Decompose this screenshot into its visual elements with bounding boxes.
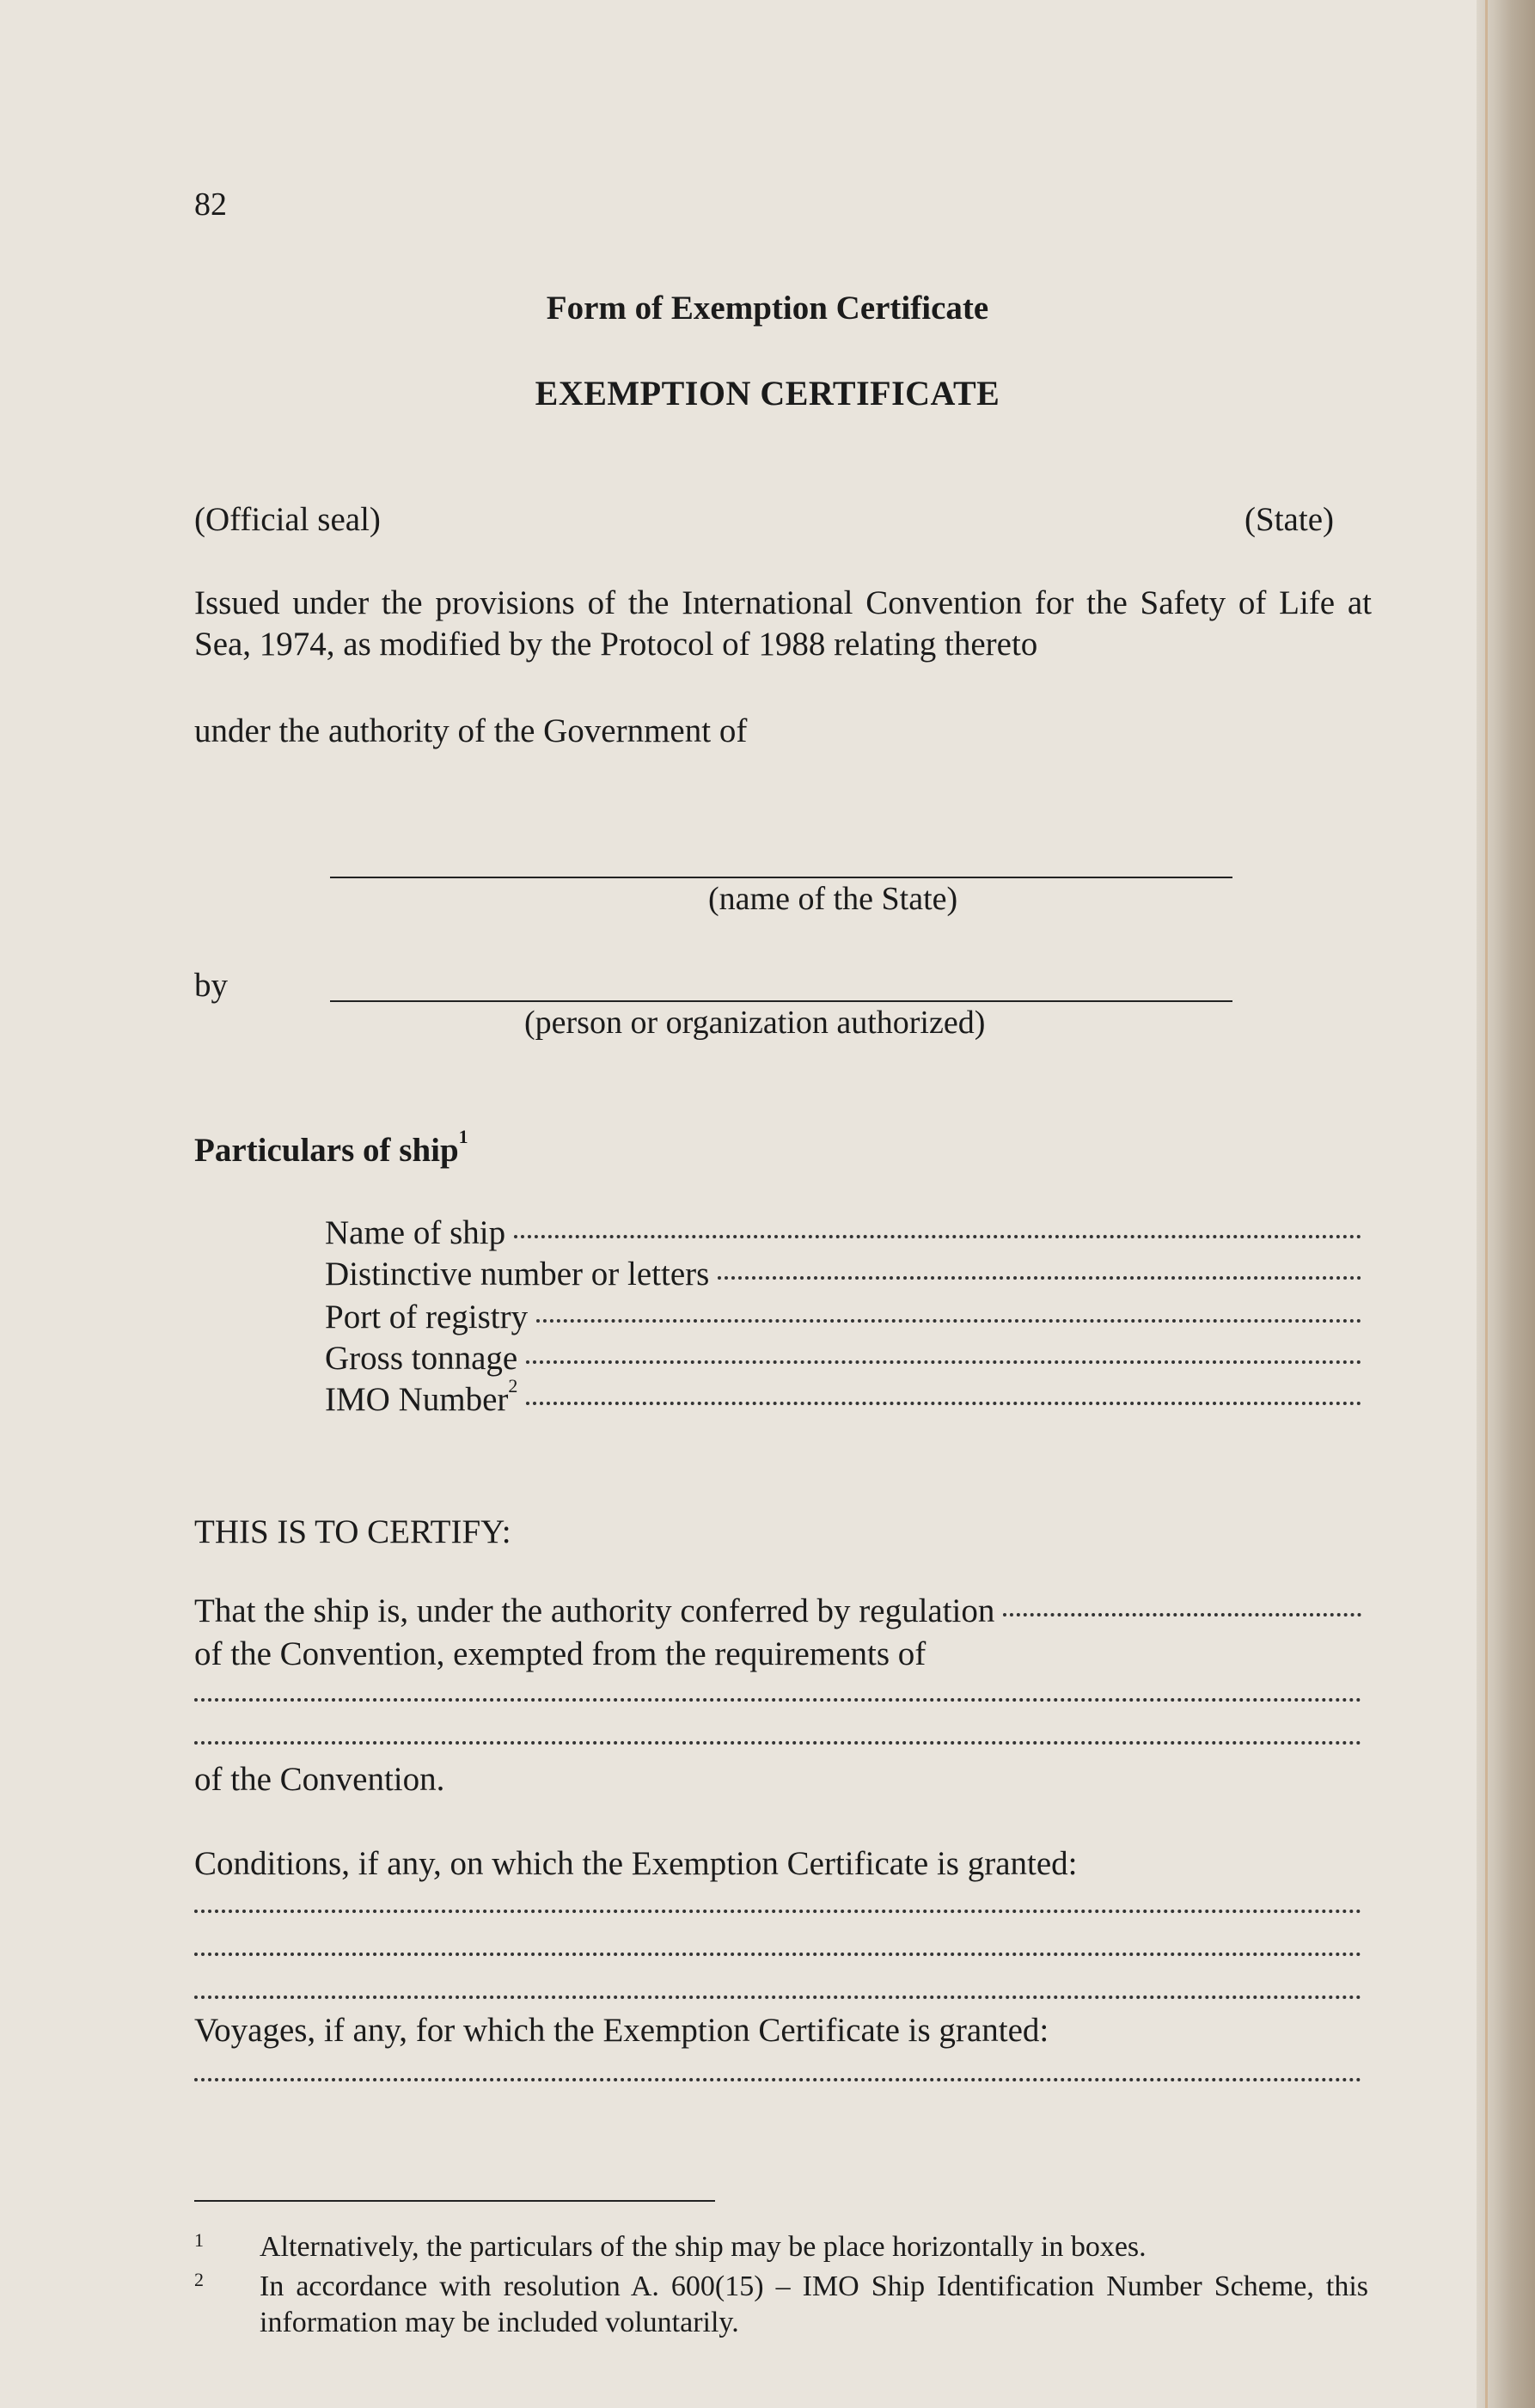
field-label: Distinctive number or letters: [325, 1256, 710, 1293]
field-label: Port of registry: [325, 1299, 529, 1335]
state-label: (State): [1245, 501, 1334, 538]
field-port-of-registry: [325, 1298, 1361, 1336]
dotted-line: [194, 1698, 1361, 1702]
dotted-line: [194, 2078, 1361, 2081]
footnote-text: Alternatively, the particulars of the ship may be place horizontally in boxes.: [260, 2231, 1147, 2263]
voyages-label: Voyages, if any, for which the Exemption Certificate is granted:: [194, 2012, 1049, 2049]
form-title: Form of Exemption Certificate: [546, 290, 989, 327]
footnote-number: 2: [194, 2269, 204, 2290]
field-imo-number: [325, 1375, 1361, 1419]
dotted-fill: [718, 1276, 1361, 1280]
dotted-line: [194, 1741, 1361, 1745]
footnote-rule: [194, 2200, 715, 2202]
page-number: 82: [194, 186, 227, 223]
footnote-ref: 2: [508, 1375, 518, 1397]
dotted-fill: [1003, 1613, 1361, 1617]
field-label: Name of ship: [325, 1214, 506, 1251]
by-label: by: [194, 967, 228, 1004]
authority-text: under the authority of the Government of: [194, 712, 748, 749]
certify-line2: of the Convention, exempted from the requirements of: [194, 1635, 927, 1672]
footnote-text: In accordance with resolution A. 600(15) – IMO Ship Identification Number Scheme, this information may be included voluntarily.: [260, 2270, 1368, 2338]
footnote-1: [194, 2229, 1368, 2265]
state-name-line: [330, 877, 1232, 878]
authorized-line: [330, 1000, 1232, 1002]
footnote-ref: 1: [458, 1126, 468, 1147]
field-label: [325, 1375, 526, 1419]
dotted-line: [194, 1995, 1361, 1999]
field-label-text: IMO Number: [325, 1381, 509, 1418]
field-gross-tonnage: [325, 1339, 1361, 1378]
field-label: Gross tonnage: [325, 1340, 518, 1377]
certify-heading: THIS IS TO CERTIFY:: [194, 1513, 511, 1550]
footnote-number: 1: [194, 2229, 204, 2251]
particulars-heading-text: Particulars of ship: [194, 1132, 459, 1169]
page-edge-line: [1485, 0, 1488, 2408]
name-of-state-caption: (name of the State): [708, 881, 958, 917]
conditions-label: Conditions, if any, on which the Exemption Certificate is granted:: [194, 1845, 1078, 1882]
dotted-fill: [526, 1402, 1361, 1405]
certify-line1: That the ship is, under the authority conferred by regulation: [194, 1592, 995, 1629]
dotted-fill: [514, 1235, 1361, 1238]
dotted-line: [194, 1910, 1361, 1913]
of-convention-text: of the Convention.: [194, 1761, 445, 1798]
dotted-line: [194, 1953, 1361, 1956]
footnote-2: [194, 2269, 1368, 2341]
field-distinctive-number: [325, 1255, 1361, 1293]
official-seal-label: (Official seal): [194, 501, 381, 538]
field-name-of-ship: [325, 1213, 1361, 1252]
dotted-fill: [526, 1360, 1361, 1364]
particulars-heading: [194, 1126, 468, 1170]
issued-under-text: Issued under the provisions of the International Convention for the Safety of Life at Sea, 1974, as modified by the Protocol of 1988 relating thereto: [194, 584, 1372, 663]
authorized-caption: (person or organization authorized): [524, 1005, 986, 1041]
dotted-fill: [536, 1319, 1361, 1323]
certificate-title: EXEMPTION CERTIFICATE: [535, 374, 1000, 413]
certify-regulation-line: [194, 1592, 1361, 1630]
